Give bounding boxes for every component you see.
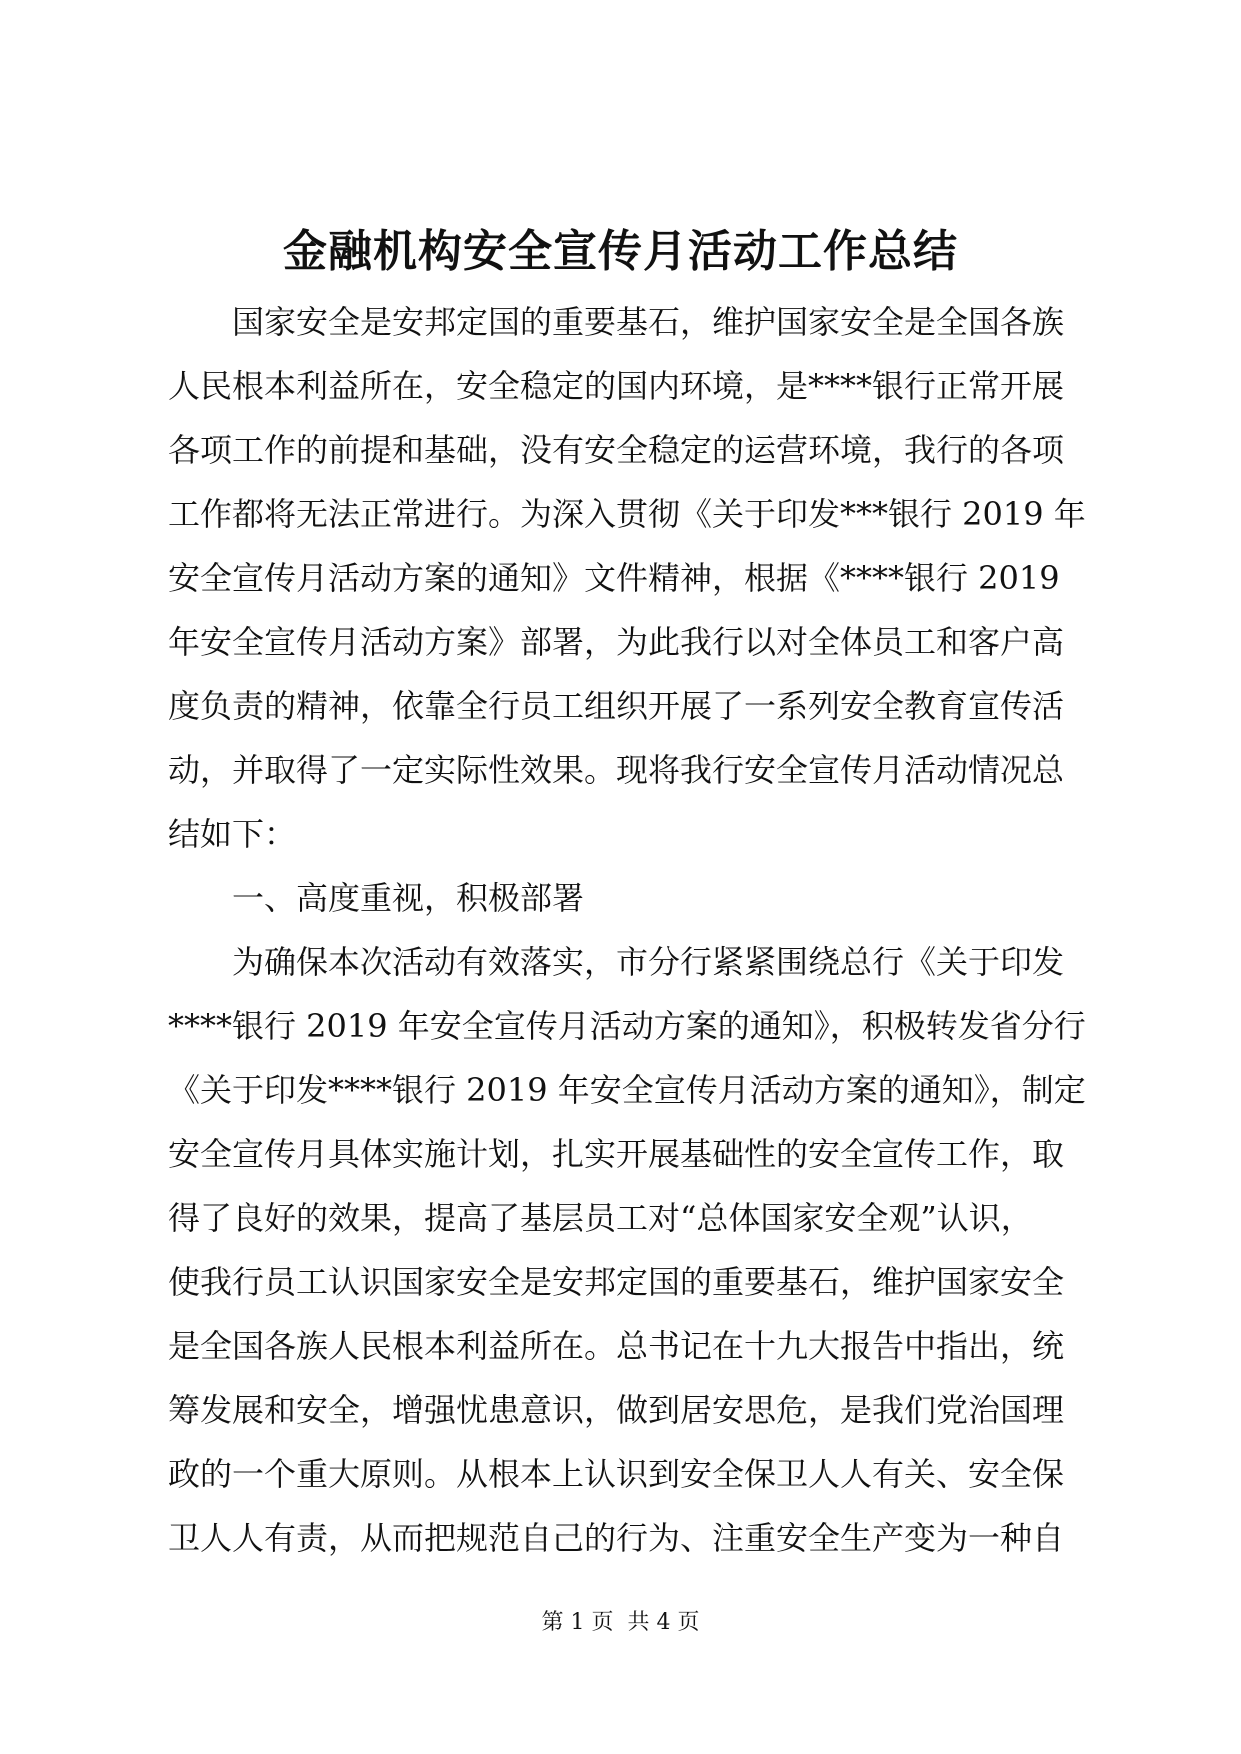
paragraph-2-line-4: 安全宣传月具体实施计划，扎实开展基础性的安全宣传工作，取 [168,1135,1065,1173]
paragraph-2-line-6: 使我行员工认识国家安全是安邦定国的重要基石，维护国家安全 [168,1263,1065,1301]
paragraph-2-line-2: ****银行 2019 年安全宣传月活动方案的通知》，积极转发省分行 [168,1007,1086,1045]
page-number: 第 1 页 共 4 页 [541,1610,700,1635]
document-body [168,290,1086,1570]
paragraph-2-line-3: 《关于印发****银行 2019 年安全宣传月活动方案的通知》，制定 [168,1071,1086,1109]
paragraph-1-line-3: 各项工作的前提和基础，没有安全稳定的运营环境，我行的各项 [168,431,1065,469]
paragraph-2-line-1: 为确保本次活动有效落实，市分行紧紧围绕总行《关于印发 [232,943,1065,981]
paragraph-1-line-7: 度负责的精神，依靠全行员工组织开展了一系列安全教育宣传活 [168,687,1065,725]
paragraph-2-line-7: 是全国各族人民根本利益所在。总书记在十九大报告中指出，统 [168,1327,1065,1365]
paragraph-1-line-8: 动，并取得了一定实际性效果。现将我行安全宣传月活动情况总 [168,751,1065,789]
paragraph-1-line-2: 人民根本利益所在，安全稳定的国内环境，是****银行正常开展 [168,367,1065,405]
paragraph-1-line-5: 安全宣传月活动方案的通知》文件精神，根据《****银行 2019 [168,559,1060,597]
paragraph-2-line-5: 得了良好的效果，提高了基层员工对“总体国家安全观”认识， [168,1199,1033,1237]
paragraph-1-line-1: 国家安全是安邦定国的重要基石，维护国家安全是全国各族 [232,303,1065,341]
paragraph-2-line-8: 筹发展和安全，增强忧患意识，做到居安思危，是我们党治国理 [168,1391,1065,1429]
paragraph-1-line-9: 结如下： [168,815,297,853]
document-title: 金融机构安全宣传月活动工作总结 [283,226,958,277]
section-heading-1: 一、高度重视，积极部署 [232,879,585,917]
page-footer [0,1608,1241,1638]
paragraph-1-line-4: 工作都将无法正常进行。为深入贯彻《关于印发***银行 2019 年 [168,495,1086,533]
paragraph-2-line-10: 卫人人有责，从而把规范自己的行为、注重安全生产变为一种自 [168,1519,1065,1557]
paragraph-1-line-6: 年安全宣传月活动方案》部署，为此我行以对全体员工和客户高 [168,623,1065,661]
paragraph-2-line-9: 政的一个重大原则。从根本上认识到安全保卫人人有关、安全保 [168,1455,1065,1493]
